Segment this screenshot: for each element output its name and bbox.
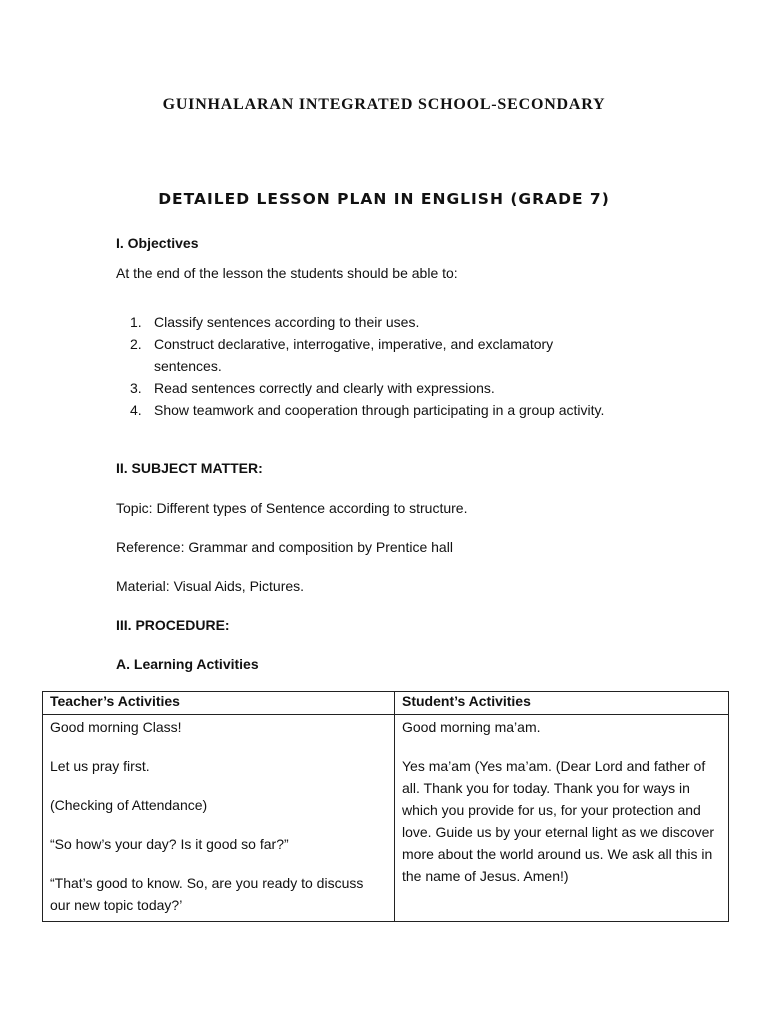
- school-name: GUINHALARAN INTEGRATED SCHOOL-SECONDARY: [162, 96, 606, 113]
- learning-activities-heading: A. Learning Activities: [116, 656, 259, 672]
- objective-item: [116, 399, 616, 421]
- objective-item: [116, 333, 616, 377]
- objective-number: 3.: [130, 380, 142, 396]
- objectives-list: [116, 311, 616, 421]
- teacher-line: Let us pray first.: [50, 758, 150, 774]
- document-title: DETAILED LESSON PLAN IN ENGLISH (GRADE 7): [158, 190, 610, 208]
- table-header-row: [43, 692, 729, 715]
- objective-item: [116, 311, 616, 333]
- objective-number: 1.: [130, 314, 142, 330]
- teacher-activities-header: Teacher’s Activities: [43, 692, 395, 715]
- objective-number: 2.: [130, 336, 142, 352]
- objective-text: Read sentences correctly and clearly with expressions.: [154, 380, 495, 396]
- procedure-heading: III. PROCEDURE:: [116, 617, 230, 633]
- objective-item: [116, 377, 616, 399]
- teacher-line: Good morning Class!: [50, 719, 182, 735]
- subject-matter-heading: II. SUBJECT MATTER:: [116, 460, 263, 476]
- objective-number: 4.: [130, 402, 142, 418]
- student-activities-cell: [395, 715, 729, 922]
- table-row: [43, 715, 729, 922]
- objectives-heading: I. Objectives: [116, 235, 199, 251]
- student-line: Good morning ma’am.: [402, 719, 541, 735]
- objectives-intro: At the end of the lesson the students should be able to:: [116, 265, 458, 281]
- teacher-line: (Checking of Attendance): [50, 797, 208, 813]
- objective-text: Construct declarative, interrogative, imperative, and exclamatory sentences.: [154, 336, 554, 374]
- student-activities-header: Student’s Activities: [395, 692, 729, 715]
- activities-table: [42, 691, 729, 922]
- subject-topic: Topic: Different types of Sentence according to structure.: [116, 500, 468, 516]
- student-line: Yes ma’am (Yes ma’am. (Dear Lord and father of all. Thank you for today. Thank you for ways in which you provide for us, for your protection and love. Guide us by your eternal light as we discover more about the world around us. We ask all this in the name of Jesus. Amen!): [402, 758, 715, 884]
- teacher-activities-cell: [43, 715, 395, 922]
- objective-text: Classify sentences according to their uses.: [154, 314, 420, 330]
- objective-text: Show teamwork and cooperation through participating in a group activity.: [154, 402, 605, 418]
- teacher-line: “That’s good to know. So, are you ready to discuss our new topic today?’: [50, 875, 364, 913]
- subject-material: Material: Visual Aids, Pictures.: [116, 578, 305, 594]
- subject-reference: Reference: Grammar and composition by Prentice hall: [116, 539, 453, 555]
- teacher-line: “So how’s your day? Is it good so far?”: [50, 836, 289, 852]
